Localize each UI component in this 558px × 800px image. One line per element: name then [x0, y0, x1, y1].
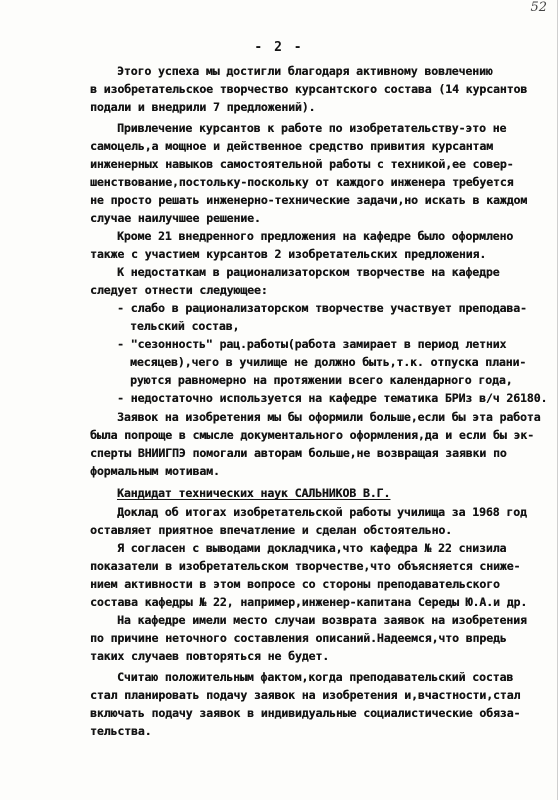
archive-page-number: 52	[530, 0, 547, 15]
text-line: состава кафедры № 22, например,инженер-капитана Середы Ю.А.и др.	[90, 595, 528, 609]
list-item: - недостаточно используется на кафедре тематика БРИз в/ч 26180.	[117, 391, 548, 405]
text-line: не просто решать инженерно-технические задачи,но искать в каждом	[90, 193, 528, 207]
list-item: - "сезонность" рац.работы(работа замирает в период летних	[117, 337, 507, 351]
text-line: также с участием курсантов 2 изобретательских предложения.	[90, 247, 487, 261]
text-line: К недостаткам в рационализаторском творчестве на кафедре	[117, 265, 500, 279]
text-line: сперты ВНИИГПЭ помогали авторам больше,не возвращая заявки по	[90, 446, 507, 460]
speaker-heading: Кандидат технических наук САЛЬНИКОВ В.Г.	[117, 486, 391, 500]
text-line: тельский состав,	[130, 319, 240, 333]
text-line: Этого успеха мы достигли благодаря активному вовлечению	[117, 64, 493, 78]
text-line: Считаю положительным фактом,когда преподавательский состав	[117, 670, 514, 684]
text-line: На кафедре имели место случаи возврата заявок на изобретения	[117, 613, 527, 627]
text-line: стал планировать подачу заявок на изобретения и,вчастности,стал	[90, 688, 521, 702]
text-line: случае наилучшее решение.	[90, 211, 261, 225]
text-line: Кроме 21 внедренного предложения на кафедре было оформлено	[117, 229, 514, 243]
text-line: Заявок на изобретения мы бы оформили больше,если бы эта работа	[117, 410, 541, 424]
text-line: формальным мотивам.	[90, 464, 220, 478]
text-line: была попроще в смысле документального оформления,да и если бы эк-	[90, 428, 534, 442]
text-line: таких случаев повторяться не будет.	[90, 649, 330, 663]
list-item: - слабо в рационализаторском творчестве участвует преподава-	[117, 301, 527, 315]
text-line: следует отнести следующее:	[90, 283, 268, 297]
text-line: шенствование,постольку-поскольку от каждого инженера требуется	[90, 175, 514, 189]
text-line: самоцель,а мощное и действенное средство привития курсантам	[90, 139, 493, 153]
text-line: по причине неточного составления описаний.Надеемся,что впредь	[90, 631, 507, 645]
text-line: месяцев),чего в училище не должно быть,т.к. отпуска плани-	[130, 355, 527, 369]
text-line: в изобретательское творчество курсантского состава (14 курсантов	[90, 82, 528, 96]
page-number: - 2 -	[254, 40, 304, 55]
text-line: нием активности в этом вопросе со стороны преподавательского	[90, 577, 500, 591]
text-line: включать подачу заявок в индивидуальные социалистические обяза-	[90, 706, 521, 720]
text-line: тельства.	[90, 724, 152, 738]
text-line: Доклад об итогах изобретательской работы училища за 1968 год	[117, 505, 527, 519]
text-line: подали и внедрили 7 предложений).	[90, 100, 316, 114]
text-line: инженерных навыков самостоятельной работы с техникой,ее совер-	[90, 157, 514, 171]
text-line: Я согласен с выводами докладчика,что кафедра № 22 снизила	[117, 541, 507, 555]
text-line: показатели в изобретательском творчестве,что объясняется сниже-	[90, 559, 521, 573]
text-line: оставляет приятное впечатление и сделан обстоятельно.	[90, 523, 452, 537]
text-line: Привлечение курсантов к работе по изобретательству-это не	[117, 121, 507, 135]
text-line: руются равномерно на протяжении всего календарного года,	[130, 373, 513, 387]
